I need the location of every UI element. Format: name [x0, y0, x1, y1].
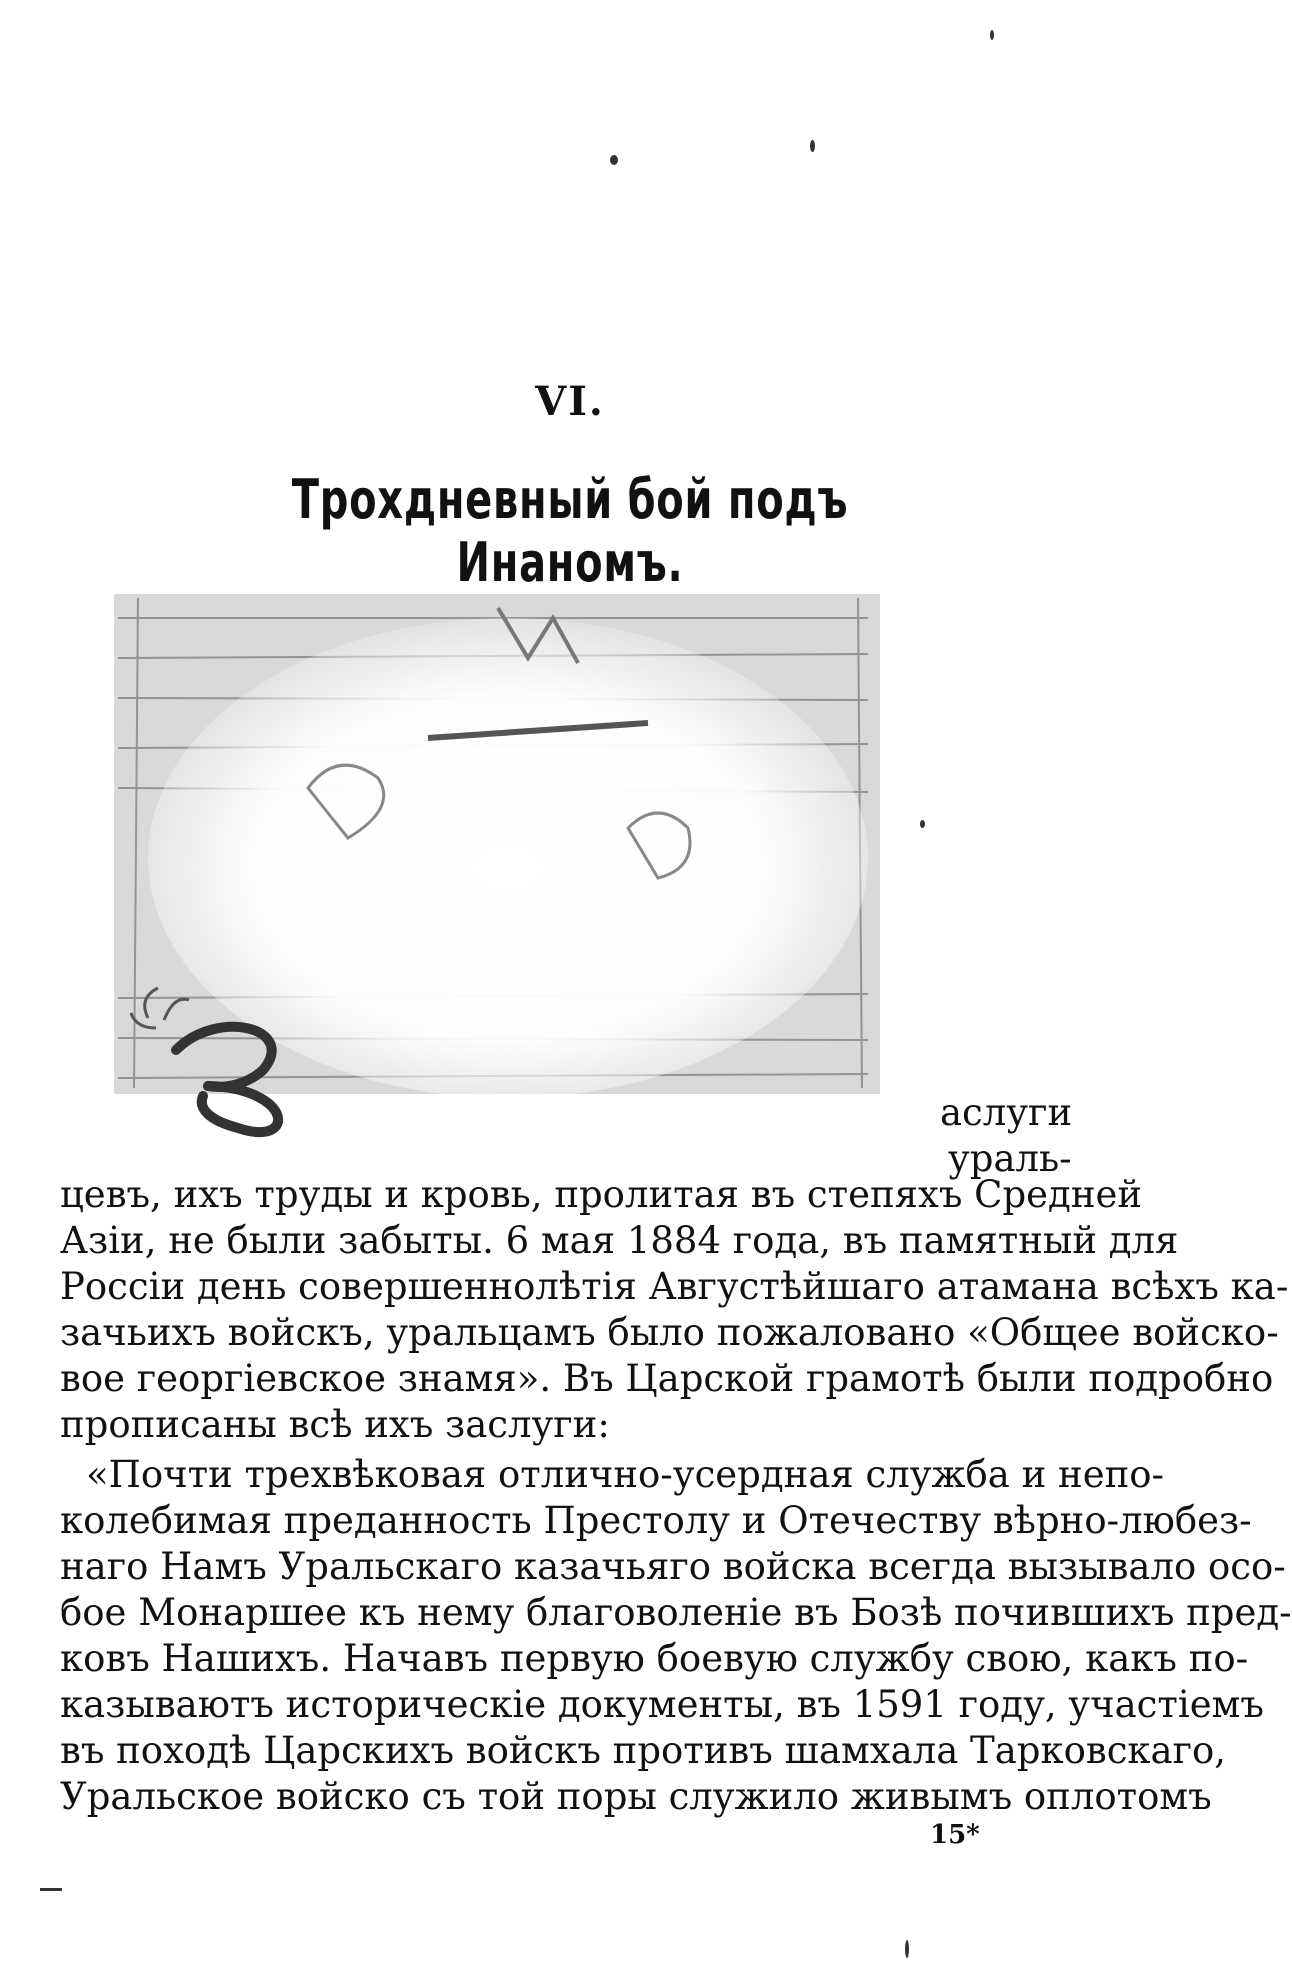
print-speck — [40, 1888, 62, 1891]
text-line: «Почти трехвѣковая отлично-усердная служба и непо- — [86, 1453, 1165, 1496]
print-speck — [920, 820, 925, 828]
decorative-initial-3-engraving-icon — [108, 588, 886, 1132]
text-line: Россіи день совершеннолѣтія Августѣйшаго атамана всѣхъ ка- — [60, 1265, 1289, 1308]
print-speck — [905, 1940, 909, 1958]
text-line: прописаны всѣ ихъ заслуги: — [60, 1403, 610, 1446]
print-speck — [990, 30, 994, 40]
text-line: ковъ Нашихъ. Начавъ первую боевую службу свою, какъ по- — [60, 1637, 1249, 1680]
signature-mark: 15* — [930, 1820, 980, 1850]
text-line: въ походѣ Царскихъ войскъ противъ шамхала Тарковскаго, — [60, 1729, 1227, 1772]
text-line: зачьихъ войскъ, уральцамъ было пожаловано «Общее войско- — [60, 1311, 1279, 1354]
print-speck — [610, 155, 618, 165]
text-line: наго Намъ Уральскаго казачьяго войска всегда вызывало осо- — [60, 1545, 1286, 1588]
chapter-title: Трохдневный бой подъ Инаномъ. — [291, 468, 849, 594]
chapter-number: VI. — [535, 378, 605, 425]
text-line: казываютъ историческіе документы, въ 1591 году, участіемъ — [60, 1683, 1264, 1726]
text-line: Уральское войско съ той поры служило живымъ оплотомъ — [60, 1775, 1212, 1818]
text-line: цевъ, ихъ труды и кровь, пролитая въ степяхъ Средней — [60, 1173, 1143, 1216]
print-speck — [810, 140, 815, 152]
text-line: Азіи, не были забыты. 6 мая 1884 года, въ памятный для — [60, 1219, 1179, 1262]
text-line: аслуги — [940, 1091, 1073, 1134]
text-line: колебимая преданность Престолу и Отечеству вѣрно-любез- — [60, 1499, 1252, 1542]
text-line: вое георгіевское знамя». Въ Царской грамотѣ были подробно — [60, 1357, 1274, 1400]
text-line: ураль- — [948, 1137, 1072, 1180]
text-line: бое Монаршее къ нему благоволеніе въ Бозѣ почившихъ пред- — [60, 1591, 1292, 1634]
